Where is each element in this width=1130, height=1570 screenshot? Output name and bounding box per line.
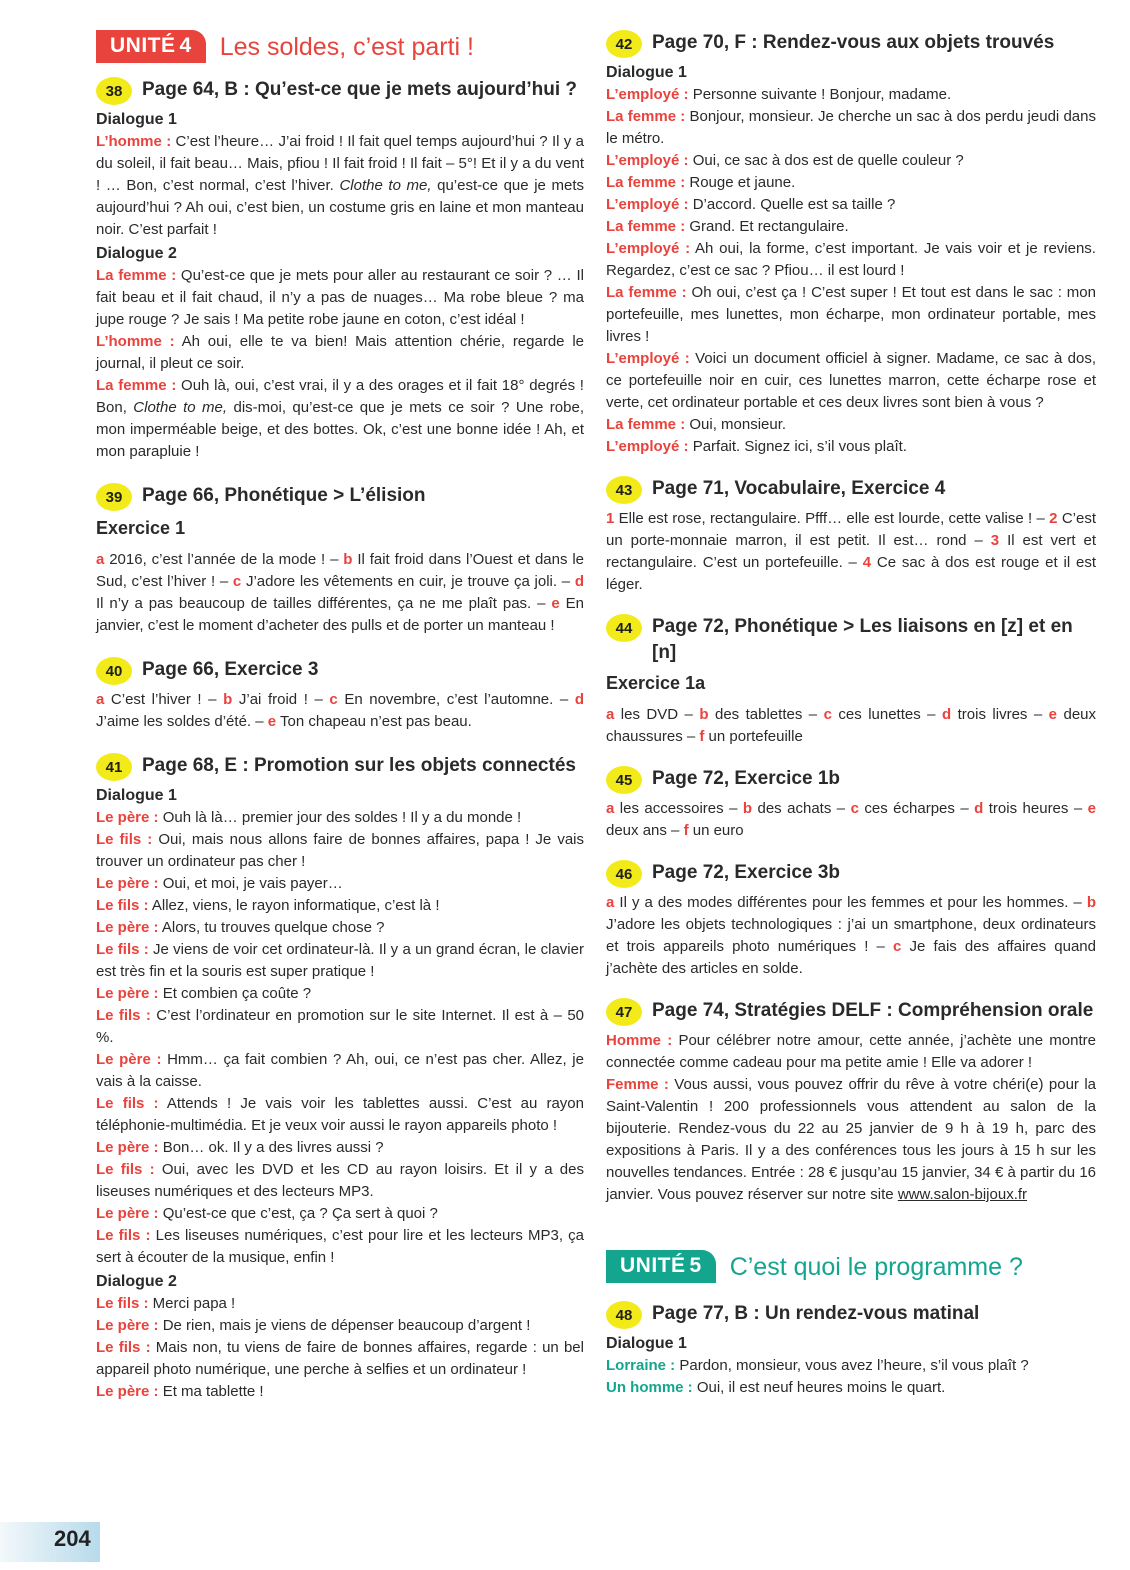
item-letter: f (683, 822, 689, 839)
line-text: Attends ! Je vais voir les tablettes aussi. C’est au rayon téléphonie-multimédia. Et je veux voir aussi le rayon appareils photo ! (96, 1095, 584, 1134)
dialogue-line (606, 216, 1096, 238)
item-text: trois heures – (983, 800, 1088, 817)
item-letter: d (974, 800, 984, 817)
dialogue-heading: Dialogue 1 (606, 1335, 687, 1352)
track-title: Page 71, Vocabulaire, Exercice 4 (652, 478, 946, 499)
item-letter: e (1048, 706, 1058, 723)
dialogue-line (96, 331, 584, 375)
dialogue-line (96, 1049, 584, 1093)
line-text: Oui, mais nous allons faire de bonnes affaires, papa ! Je vais trouver un ordinateur pas cher ! (96, 831, 584, 870)
exercise-text (96, 689, 584, 733)
item-letter: f (699, 728, 705, 745)
unit-4-header (96, 30, 584, 63)
line-text: Ouh là, oui, c’est vrai, il y a des orages et il fait 18° degrés ! Bon, (96, 377, 584, 416)
line-text: C’est l’heure… J’ai froid ! Il fait quel temps aujourd’hui ? Il y a du soleil, il fait beau… Mais, pfiou ! Il fait froid ! Il fait – 5°! Et il y a du vent ! … Bon, c’est normal, c’est l’hiver. (96, 133, 584, 194)
item-text: un euro (688, 822, 744, 839)
dialogue-line (96, 1225, 584, 1269)
dialogue-line (96, 1137, 584, 1159)
exercise-heading: Exercice 1 (96, 518, 186, 538)
line-text: Oui, avec les DVD et les CD au rayon loisirs. Et il y a des liseuses numériques et des lecteurs MP3. (96, 1161, 584, 1200)
track-title: Page 70, F : Rendez-vous aux objets trouvés (652, 32, 1055, 53)
speaker: Le père : (96, 1383, 159, 1400)
line-text: Pardon, monsieur, vous avez l’heure, s’il vous plaît ? (675, 1357, 1029, 1374)
line-italic: Clothe to me, (133, 399, 228, 416)
dialogue-line (96, 1381, 584, 1403)
track-48 (606, 1301, 1096, 1399)
line-text: Et ma tablette ! (158, 1383, 264, 1400)
track-title: Page 64, B : Qu’est-ce que je mets aujourd’hui ? (142, 79, 577, 100)
page-number: 204 (54, 1526, 91, 1551)
track-44 (606, 614, 1096, 748)
dialogue-line (606, 194, 1096, 216)
line-text: Voici un document officiel à signer. Madame, ce sac à dos, ce portefeuille noir en cuir, ces lunettes marron, cette écharpe rose et verte, cet ordinateur portable et ces deux livres sont bien à vous ? (606, 350, 1096, 411)
dialogue-line (96, 1337, 584, 1381)
item-text: des achats – (752, 800, 851, 817)
exercise-text (606, 798, 1096, 842)
track-number-badge: 41 (96, 753, 132, 781)
item-text: Ce sac à dos est rouge et il est léger. (606, 554, 1096, 593)
speaker: L’homme : (96, 333, 175, 350)
dialogue-1-lines (96, 807, 584, 1269)
track-number-badge: 46 (606, 860, 642, 888)
line-text: Les liseuses numériques, c’est pour lire et les lecteurs MP3, ça sert à écouter de la musique, enfin ! (96, 1227, 584, 1266)
unit-5-header (606, 1250, 1096, 1283)
exercise-text (606, 892, 1096, 980)
unit-5-label-box (606, 1250, 716, 1283)
line-text: dis-moi, qu’est-ce que je mets ce soir ? Une robe, mon imperméable beige, et des bottes. Ok, c’est une bonne idée ! Ah, et mon parapluie ! (96, 399, 584, 460)
item-text: 2016, c’est l’année de la mode ! – (104, 551, 344, 568)
track-header (606, 860, 1096, 888)
speaker: Le père : (96, 919, 159, 936)
item-letter: e (1087, 800, 1096, 817)
speaker: Un homme : (606, 1379, 693, 1396)
dialogue-line (606, 1377, 1096, 1399)
line-text: Merci papa ! (148, 1295, 236, 1312)
track-41 (96, 753, 584, 1403)
dialogue-line (96, 1005, 584, 1049)
dialogue-2-lines (96, 1293, 584, 1403)
speaker: L’homme : (96, 133, 172, 150)
line-text: Personne suivante ! Bonjour, madame. (688, 86, 952, 103)
track-header (606, 1301, 1096, 1329)
speaker: Le fils : (96, 1161, 155, 1178)
track-header (606, 476, 1096, 504)
speaker: L’employé : (606, 350, 690, 367)
dialogue-line (96, 917, 584, 939)
speaker: La femme : (606, 416, 686, 433)
exercise-text (606, 704, 1096, 748)
dialogue-line (606, 238, 1096, 282)
item-text: Il y a des modes différentes pour les femmes et pour les hommes. – (614, 894, 1087, 911)
dialogue-line (96, 1093, 584, 1137)
item-text: un portefeuille (704, 728, 803, 745)
dialogue-line (96, 375, 584, 463)
line-text: Grand. Et rectangulaire. (685, 218, 849, 235)
dialogue-line (96, 939, 584, 983)
item-letter: a (606, 706, 615, 723)
dialogue-line (96, 873, 584, 895)
track-number-badge: 39 (96, 483, 132, 511)
unit-4-label-box (96, 30, 206, 63)
item-text: deux ans – (606, 822, 684, 839)
track-title: Page 74, Stratégies DELF : Compréhension orale (652, 1000, 1094, 1021)
speaker: Le père : (96, 875, 159, 892)
item-letter: d (574, 573, 584, 590)
item-letter: c (893, 938, 902, 955)
item-letter: b (1086, 894, 1096, 911)
dialogue-heading: Dialogue 2 (96, 245, 177, 262)
item-text: J’adore les vêtements en cuir, je trouve ça joli. – (241, 573, 575, 590)
speaker: Le père : (96, 1205, 159, 1222)
dialogue-heading: Dialogue 1 (96, 787, 177, 804)
item-text: J’ai froid ! – (232, 691, 330, 708)
line-text: Bonjour, monsieur. Je cherche un sac à dos perdu jeudi dans le métro. (606, 108, 1096, 147)
dialogue-line (96, 983, 584, 1005)
speaker: Le fils : (96, 897, 149, 914)
left-column (96, 30, 584, 1415)
track-header (96, 483, 584, 511)
item-text: Il est vert et rectangulaire. C’est un portefeuille. – (606, 532, 1096, 571)
line-text: Qu’est-ce que c’est, ça ? Ça sert à quoi ? (158, 1205, 438, 1222)
item-text: Elle est rose, rectangulaire. Pfff… elle est lourde, cette valise ! – (614, 510, 1050, 527)
track-title: Page 72, Exercice 1b (652, 768, 841, 789)
line-text: Oui, ce sac à dos est de quelle couleur ? (688, 152, 964, 169)
dialogue-line (96, 1293, 584, 1315)
dialogue-line (606, 1355, 1096, 1377)
speaker: Le fils : (96, 1295, 149, 1312)
unit-number: 4 (179, 34, 192, 57)
item-letter: b (223, 691, 233, 708)
line-text: Mais non, tu viens de faire de bonnes affaires, regarde : un bel appareil photo numérique, une perche à selfies et un ordinateur ! (96, 1339, 584, 1378)
track-number-badge: 48 (606, 1301, 642, 1329)
dialogue-heading: Dialogue 1 (606, 64, 687, 81)
dialogue-line (96, 1159, 584, 1203)
track-title: Page 77, B : Un rendez-vous matinal (652, 1303, 980, 1324)
unit-label: UNITÉ (110, 34, 176, 57)
track-39 (96, 483, 584, 637)
track-title: Page 68, E : Promotion sur les objets connectés (142, 755, 576, 776)
track-title: Page 66, Phonétique > L’élision (142, 485, 426, 506)
item-text: ces écharpes – (858, 800, 975, 817)
line-text: Oh oui, c’est ça ! C’est super ! Et tout est dans le sac : mon portefeuille, mes lunettes, mon écharpe, mon ordinateur portable, mes livres ! (606, 284, 1096, 345)
line-italic: Clothe to me, (339, 177, 432, 194)
track-title: Page 72, Exercice 3b (652, 862, 841, 883)
speaker: Le fils : (96, 1339, 151, 1356)
speaker: Femme : (606, 1076, 669, 1093)
line-text: Oui, il est neuf heures moins le quart. (692, 1379, 946, 1396)
track-title: Page 72, Phonétique > Les liaisons en [z] et en [n] (652, 616, 1073, 663)
item-text: deux chaussures – (606, 706, 1096, 745)
item-text: Ton chapeau n’est pas beau. (276, 713, 472, 730)
line-text: Oui, et moi, je vais payer… (158, 875, 343, 892)
item-letter: c (850, 800, 859, 817)
speaker: La femme : (96, 377, 177, 394)
dialogue-line (96, 895, 584, 917)
item-text: C’est un porte-monnaie marron, il est petit. Il est… rond – (606, 510, 1096, 549)
dialogue-heading: Dialogue 2 (96, 1273, 177, 1290)
unit-label: UNITÉ (620, 1254, 686, 1277)
dialogue-line (606, 150, 1096, 172)
dialogue-line (96, 829, 584, 873)
track-number-badge: 40 (96, 657, 132, 685)
website-link[interactable]: www.salon-bijoux.fr (897, 1186, 1028, 1203)
item-letter: a (606, 800, 615, 817)
speaker: Le fils : (96, 1227, 151, 1244)
exercise-text (606, 508, 1096, 596)
track-title: Page 66, Exercice 3 (142, 659, 319, 680)
speaker: Le fils : (96, 1007, 151, 1024)
dialogue-line (606, 1030, 1096, 1074)
item-text: les accessoires – (614, 800, 743, 817)
speaker: Le père : (96, 1317, 159, 1334)
speaker: L’employé : (606, 240, 691, 257)
track-number-badge: 42 (606, 30, 642, 58)
item-letter: b (343, 551, 353, 568)
item-number: 4 (862, 554, 872, 571)
dialogue-line (96, 1315, 584, 1337)
unit-number: 5 (689, 1254, 702, 1277)
line-text: C’est l’ordinateur en promotion sur le site Internet. Il est à – 50 %. (96, 1007, 585, 1046)
track-38 (96, 77, 584, 463)
dialogue-heading: Dialogue 1 (96, 111, 177, 128)
item-letter: b (742, 800, 753, 817)
page-number-tab (0, 1522, 100, 1562)
line-text: Parfait. Signez ici, s’il vous plaît. (688, 438, 907, 455)
track-header (606, 614, 1096, 666)
dialogue-line (606, 1074, 1096, 1206)
item-letter: b (699, 706, 709, 723)
line-text: Vous aussi, vous pouvez offrir du rêve à votre chéri(e) pour la Saint-Valentin ! 200 professionnels vous attendent au salon de la bijouterie. Rendez-vous du 22 au 25 janvier de 9 h à 19 h, parc des expositions à Paris. Il y a des conférences tous les jours à 15 h sur les nouvelles tendances. Entrée : 28 € jusqu’au 15 janvier, 34 € à partir du 16 janvier. Vous pouvez réserver sur notre site (606, 1076, 1096, 1203)
dialogue-line (96, 131, 584, 241)
speaker: Le fils : (96, 1095, 159, 1112)
item-letter: e (267, 713, 277, 730)
line-text: Alors, tu trouves quelque chose ? (158, 919, 385, 936)
item-letter: c (823, 706, 832, 723)
line-text: Allez, viens, le rayon informatique, c’est là ! (148, 897, 440, 914)
track-45 (606, 766, 1096, 842)
item-letter: a (606, 894, 615, 911)
line-text: Ah oui, la forme, c’est important. Je vais voir et je reviens. Regardez, c’est ce sac ? Pfiou… il est lourd ! (606, 240, 1096, 279)
item-text: les DVD – (614, 706, 700, 723)
track-number-badge: 45 (606, 766, 642, 794)
line-text: Hmm… ça fait combien ? Ah, oui, ce n’est pas cher. Allez, je vais à la caisse. (96, 1051, 584, 1090)
item-number: 3 (990, 532, 1000, 549)
unit-5-title: C’est quoi le programme ? (729, 1252, 1023, 1281)
item-text: J’aime les soldes d’été. – (96, 713, 268, 730)
exercise-heading: Exercice 1a (606, 673, 706, 693)
item-letter: a (96, 691, 105, 708)
track-40 (96, 657, 584, 733)
line-text: Et combien ça coûte ? (158, 985, 312, 1002)
line-text: Pour célébrer notre amour, cette année, j’achète une montre connectée comme cadeau pour ma petite amie ! Elle va adorer ! (606, 1032, 1096, 1071)
line-text: Qu’est-ce que je mets pour aller au restaurant ce soir ? … Il fait beau et il fait chaud, il n’y a pas de nuages… Ma robe bleue ? ma jupe rouge ? Je sais ! Ma petite robe jaune en coton, c’est idéal ! (96, 267, 584, 328)
track-header (96, 657, 584, 685)
item-text: C’est l’hiver ! – (104, 691, 224, 708)
speaker: Lorraine : (606, 1357, 676, 1374)
track-47 (606, 998, 1096, 1206)
item-text: Il n’y a pas beaucoup de tailles différentes, ça ne me plaît pas. – (96, 595, 552, 612)
track-46 (606, 860, 1096, 980)
item-letter: c (329, 691, 338, 708)
speaker: Le père : (96, 985, 159, 1002)
track-number-badge: 43 (606, 476, 642, 504)
item-number: 2 (1049, 510, 1058, 527)
line-text: Je viens de voir cet ordinateur-là. Il y a un grand écran, le clavier est très fin et la souris est super pratique ! (96, 941, 584, 980)
item-number: 1 (606, 510, 615, 527)
item-text: des tablettes – (708, 706, 824, 723)
track-number-badge: 38 (96, 77, 132, 105)
dialogue-line (606, 282, 1096, 348)
dialogue-line (606, 106, 1096, 150)
exercise-text (96, 549, 584, 637)
track-number-badge: 47 (606, 998, 642, 1026)
track-header (96, 77, 584, 105)
speaker: Le fils : (96, 831, 153, 848)
right-column (606, 30, 1096, 1411)
item-text: J’adore les objets technologiques : j’ai un smartphone, deux ordinateurs et trois appareils photo numériques ! – (606, 916, 1096, 955)
line-text: Oui, monsieur. (685, 416, 787, 433)
dialogue-line (606, 172, 1096, 194)
item-text: En janvier, c’est le moment d’acheter des pulls et de porter un manteau ! (96, 595, 585, 634)
track-43 (606, 476, 1096, 596)
track-header (606, 998, 1096, 1026)
line-text: Ah oui, elle te va bien! Mais attention chérie, regarde le journal, il pleut ce soir. (96, 333, 584, 372)
track-42 (606, 30, 1096, 458)
line-text: Ouh là là… premier jour des soldes ! Il y a du monde ! (158, 809, 522, 826)
item-letter: d (574, 691, 584, 708)
unit-4-title: Les soldes, c’est parti ! (219, 32, 474, 61)
line-text: De rien, mais je viens de dépenser beaucoup d’argent ! (158, 1317, 531, 1334)
dialogue-line (606, 84, 1096, 106)
item-letter: e (551, 595, 560, 612)
item-letter: d (941, 706, 952, 723)
dialogue-line (606, 414, 1096, 436)
item-text: trois livres – (951, 706, 1049, 723)
speaker: La femme : (606, 284, 687, 301)
speaker: Homme : (606, 1032, 673, 1049)
dialogue-line (96, 1203, 584, 1225)
track-header (606, 766, 1096, 794)
track-number-badge: 44 (606, 614, 642, 642)
speaker: L’employé : (606, 438, 689, 455)
dialogue-line (606, 436, 1096, 458)
track-header (96, 753, 584, 781)
track-header (606, 30, 1096, 58)
speaker: Le père : (96, 1139, 159, 1156)
dialogue-lines (606, 84, 1096, 458)
speaker: La femme : (606, 108, 686, 125)
line-text: Bon… ok. Il y a des livres aussi ? (158, 1139, 384, 1156)
dialogue-line (606, 348, 1096, 414)
line-text: qu’est-ce que je mets aujourd’hui ? Ah oui, c’est bien, un costume gris en laine et mon manteau noir. C’est parfait ! (96, 177, 584, 238)
speaker: Le fils : (96, 941, 149, 958)
line-text: D’accord. Quelle est sa taille ? (688, 196, 896, 213)
item-text: ces lunettes – (831, 706, 942, 723)
item-text: En novembre, c’est l’automne. – (337, 691, 575, 708)
speaker: La femme : (606, 174, 686, 191)
item-text: Je fais des affaires quand j’achète des articles en solde. (606, 938, 1096, 977)
speaker: L’employé : (606, 152, 689, 169)
speaker: Le père : (96, 1051, 162, 1068)
speaker: La femme : (606, 218, 686, 235)
dialogue-line (96, 265, 584, 331)
item-letter: c (232, 573, 242, 590)
item-letter: a (96, 551, 105, 568)
dialogue-line (96, 807, 584, 829)
speaker: La femme : (96, 267, 177, 284)
item-text: Il fait froid dans l’Ouest et dans le Sud, c’est l’hiver ! – (96, 551, 585, 590)
speaker: Le père : (96, 809, 159, 826)
speaker: L’employé : (606, 196, 689, 213)
speaker: L’employé : (606, 86, 689, 103)
line-text: Rouge et jaune. (685, 174, 796, 191)
